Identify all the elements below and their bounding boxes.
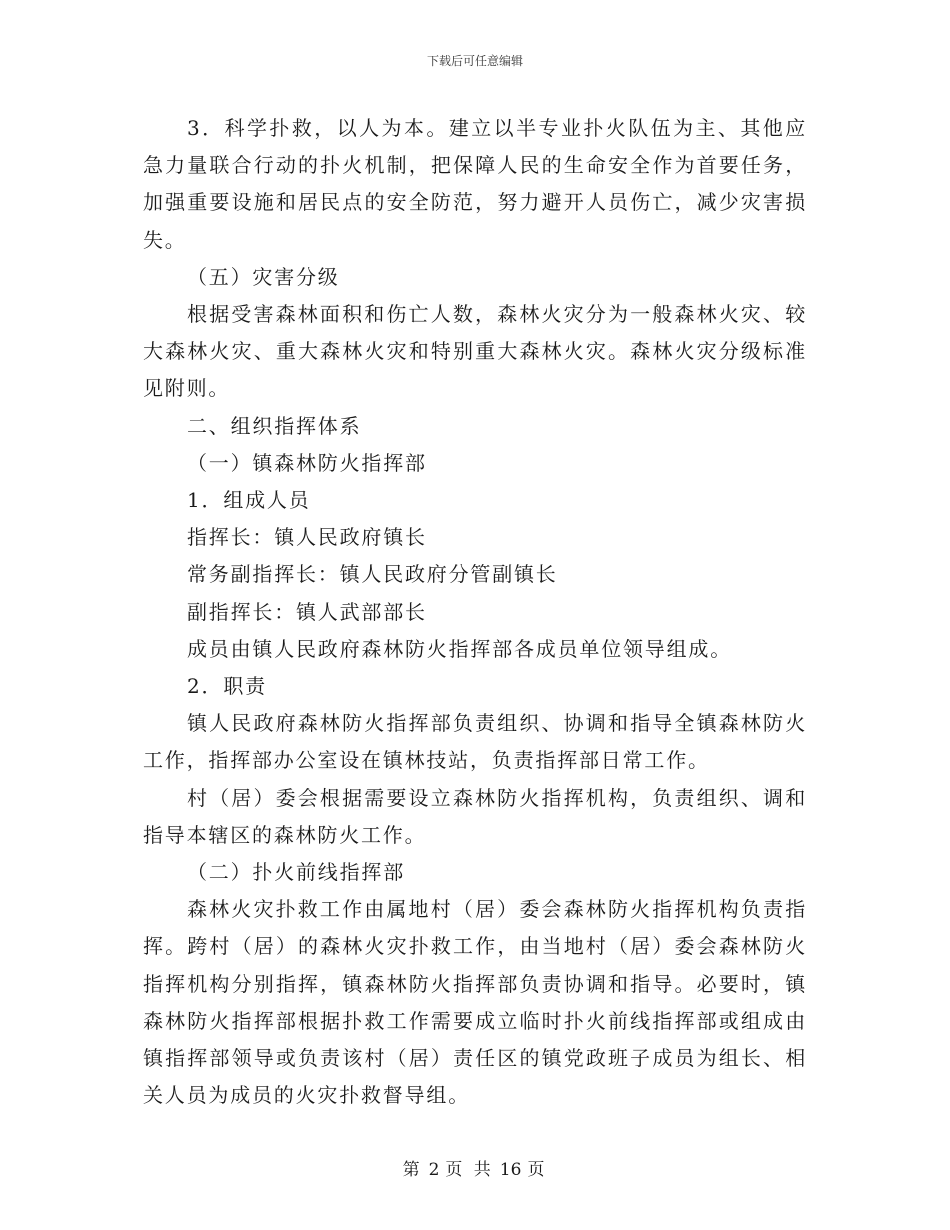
footer-suffix: 页 [527,1160,548,1180]
section-heading-front-command: （二）扑火前线指挥部 [187,860,405,885]
page-footer [0,1155,950,1180]
footer-middle: 页 共 [445,1160,494,1180]
footer-prefix: 第 [402,1160,423,1180]
section-heading-disaster-grading: （五）灾害分级 [187,264,340,289]
paragraph-disaster-grading: 根据受害森林面积和伤亡人数，森林火灾分为一般森林火灾、较大森林火灾、重大森林火灾和特别重大森林火灾。森林火灾分级标准见附则。 [143,302,807,401]
paragraph-duties-village: 村（居）委会根据需要设立森林防火指挥机构，负责组织、调和指导本辖区的森林防火工作。 [143,785,807,847]
member-deputy: 副指挥长：镇人武部部长 [187,599,427,624]
paragraph-front-command: 森林火灾扑救工作由属地村（居）委会森林防火指挥机构负责指挥。跨村（居）的森林火灾扑救工作，由当地村（居）委会森林防火指挥机构分别指挥，镇森林防火指挥部负责协调和指导。必要时，镇森林防火指挥部根据扑救工作需要成立临时扑火前线指挥部或组成由镇指挥部领导或负责该村（居）责任区的镇党政班子成员为组长、相关人员为成员的火灾扑救督导组。 [143,897,807,1108]
member-commander: 指挥长：镇人民政府镇长 [187,525,427,550]
header-note: 下载后可任意编辑 [426,54,523,68]
subsection-heading-duties: 2．职责 [187,674,267,699]
chapter-heading-command-system: 二、组织指挥体系 [187,413,362,438]
subsection-heading-members: 1．组成人员 [187,488,311,513]
paragraph-members: 成员由镇人民政府森林防火指挥部各成员单位领导组成。 [187,636,732,661]
footer-page-number: 2 [428,1160,440,1180]
paragraph-duties-town: 镇人民政府森林防火指挥部负责组织、协调和指导全镇森林防火工作，指挥部办公室设在镇林技站，负责指挥部日常工作。 [143,711,807,773]
paragraph-principle-3: 3．科学扑救，以人为本。建立以半专业扑火队伍为主、其他应急力量联合行动的扑火机制，把保障人民的生命安全作为首要任务，加强重要设施和居民点的安全防范，努力避开人员伤亡，减少灾害损失。 [143,116,807,252]
section-heading-town-command: （一）镇森林防火指挥部 [187,450,427,475]
footer-total-pages: 16 [499,1160,522,1180]
document-body [143,110,807,1114]
member-executive-deputy: 常务副指挥长：镇人民政府分管副镇长 [187,562,558,587]
